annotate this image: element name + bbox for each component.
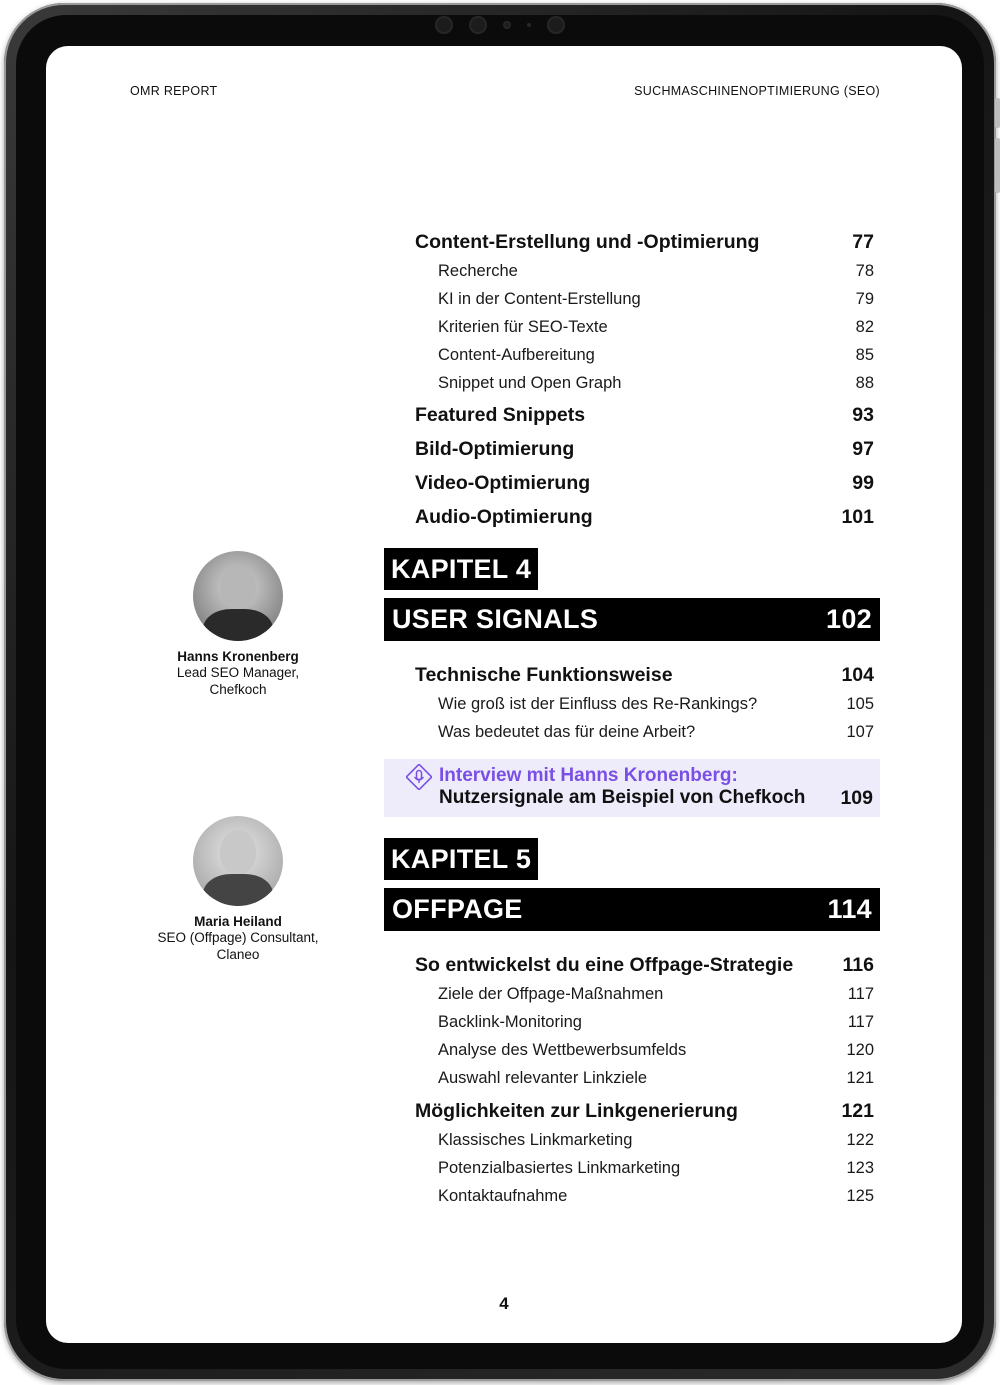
toc-entry[interactable] <box>438 1187 874 1206</box>
toc-entry[interactable] <box>438 1159 874 1178</box>
toc-entry[interactable] <box>438 1069 874 1088</box>
side-button <box>995 98 1000 128</box>
toc-entry[interactable] <box>415 404 874 427</box>
toc-title: Potenzialbasiertes Linkmarketing <box>438 1159 681 1177</box>
camera-bar <box>435 16 565 34</box>
avatar <box>193 816 283 906</box>
interview-subtitle: Nutzersignale am Beispiel von Chefkoch <box>439 787 806 808</box>
toc-page: 79 <box>855 290 874 308</box>
toc-page: 120 <box>846 1041 874 1059</box>
page-screen <box>46 46 962 1343</box>
tablet-frame <box>4 3 996 1381</box>
toc-title: Ziele der Offpage-Maßnahmen <box>438 985 664 1003</box>
chapter-title: OFFPAGE <box>392 894 523 924</box>
camera-lens <box>435 16 453 34</box>
microphone-icon <box>406 764 432 790</box>
toc-page: 77 <box>852 231 874 253</box>
toc-page: 104 <box>841 664 874 686</box>
toc-title: Technische Funktionsweise <box>415 664 673 686</box>
toc-title: So entwickelst du eine Offpage-Strategie <box>415 954 794 976</box>
toc-title: Was bedeutet das für deine Arbeit? <box>438 723 696 741</box>
avatar <box>193 551 283 641</box>
toc-title: Wie groß ist der Einfluss des Re-Rankings? <box>438 695 758 713</box>
sensor <box>503 21 511 29</box>
toc-entry[interactable] <box>415 231 874 254</box>
chapter-label: KAPITEL 5 <box>384 838 538 880</box>
toc-title: Kontaktaufnahme <box>438 1187 568 1205</box>
sensor <box>527 23 531 27</box>
toc-entry[interactable] <box>438 1041 874 1060</box>
toc-entry[interactable] <box>415 472 874 495</box>
toc-title: Content-Erstellung und -Optimierung <box>415 231 760 253</box>
toc-entry[interactable] <box>438 1013 874 1032</box>
chapter-label: KAPITEL 4 <box>384 548 538 590</box>
toc-title: Featured Snippets <box>415 404 586 426</box>
toc-entry[interactable] <box>415 664 874 687</box>
toc-title: Kriterien für SEO-Texte <box>438 318 608 336</box>
toc-title: Snippet und Open Graph <box>438 374 622 392</box>
person-role: Lead SEO Manager, <box>176 665 300 680</box>
toc-title: Backlink-Monitoring <box>438 1013 582 1031</box>
interview-entry[interactable] <box>384 759 880 817</box>
toc-title: Analyse des Wettbewerbsumfelds <box>438 1041 687 1059</box>
toc-page: 82 <box>855 318 874 336</box>
toc-title: Recherche <box>438 262 518 280</box>
toc-page: 121 <box>841 1100 874 1122</box>
header-right: SUCHMASCHINENOPTIMIERUNG (SEO) <box>634 84 880 98</box>
toc-page: 99 <box>852 472 874 494</box>
camera-lens <box>469 16 487 34</box>
toc-page: 78 <box>855 262 874 280</box>
person-company: Chefkoch <box>209 682 267 697</box>
header-left: OMR REPORT <box>130 84 218 98</box>
toc-page: 107 <box>846 723 874 741</box>
camera-lens <box>547 16 565 34</box>
person-name: Maria Heiland <box>194 914 282 929</box>
toc-title: Bild-Optimierung <box>415 438 575 460</box>
toc-entry[interactable] <box>438 262 874 281</box>
toc-entry[interactable] <box>438 318 874 337</box>
person-role: SEO (Offpage) Consultant, <box>157 930 319 945</box>
chapter-title-bar[interactable] <box>384 598 880 641</box>
chapter-page: 102 <box>826 604 872 634</box>
person-company: Claneo <box>216 947 260 962</box>
interview-title: Interview mit Hanns Kronenberg: <box>439 765 738 786</box>
toc-entry[interactable] <box>415 506 874 529</box>
toc-title: Auswahl relevanter Linkziele <box>438 1069 648 1087</box>
toc-entry[interactable] <box>438 1131 874 1150</box>
toc-page: 97 <box>852 438 874 460</box>
toc-page: 122 <box>846 1131 874 1149</box>
toc-page: 123 <box>846 1159 874 1177</box>
toc-entry[interactable] <box>438 290 874 309</box>
toc-page: 93 <box>852 404 874 426</box>
toc-entry[interactable] <box>438 346 874 365</box>
toc-entry[interactable] <box>415 438 874 461</box>
chapter-page: 114 <box>827 894 872 924</box>
toc-entry[interactable] <box>438 695 874 714</box>
toc-title: Möglichkeiten zur Linkgenerierung <box>415 1100 738 1122</box>
volume-button <box>995 138 1000 193</box>
toc-page: 125 <box>846 1187 874 1205</box>
person-card <box>138 816 338 963</box>
toc-entry[interactable] <box>415 1100 874 1123</box>
person-name: Hanns Kronenberg <box>177 649 299 664</box>
toc-entry[interactable] <box>438 374 874 393</box>
toc-page: 121 <box>846 1069 874 1087</box>
toc-page: 105 <box>846 695 874 713</box>
toc-page: 101 <box>841 506 874 528</box>
chapter-title-bar[interactable] <box>384 888 880 931</box>
toc-page: 117 <box>847 1013 874 1031</box>
toc-title: Video-Optimierung <box>415 472 591 494</box>
toc-title: Content-Aufbereitung <box>438 346 595 364</box>
interview-page: 109 <box>840 787 873 809</box>
chapter-title: USER SIGNALS <box>392 604 599 634</box>
toc-entry[interactable] <box>415 954 874 977</box>
person-card <box>138 551 338 698</box>
toc-title: Klassisches Linkmarketing <box>438 1131 633 1149</box>
toc-page: 116 <box>842 954 874 976</box>
page-number: 4 <box>499 1294 509 1313</box>
toc-page: 88 <box>855 374 874 392</box>
toc-entry[interactable] <box>438 985 874 1004</box>
toc-page: 117 <box>847 985 874 1003</box>
toc-entry[interactable] <box>438 723 874 742</box>
toc-title: KI in der Content-Erstellung <box>438 290 641 308</box>
toc-title: Audio-Optimierung <box>415 506 593 528</box>
toc-page: 85 <box>855 346 874 364</box>
